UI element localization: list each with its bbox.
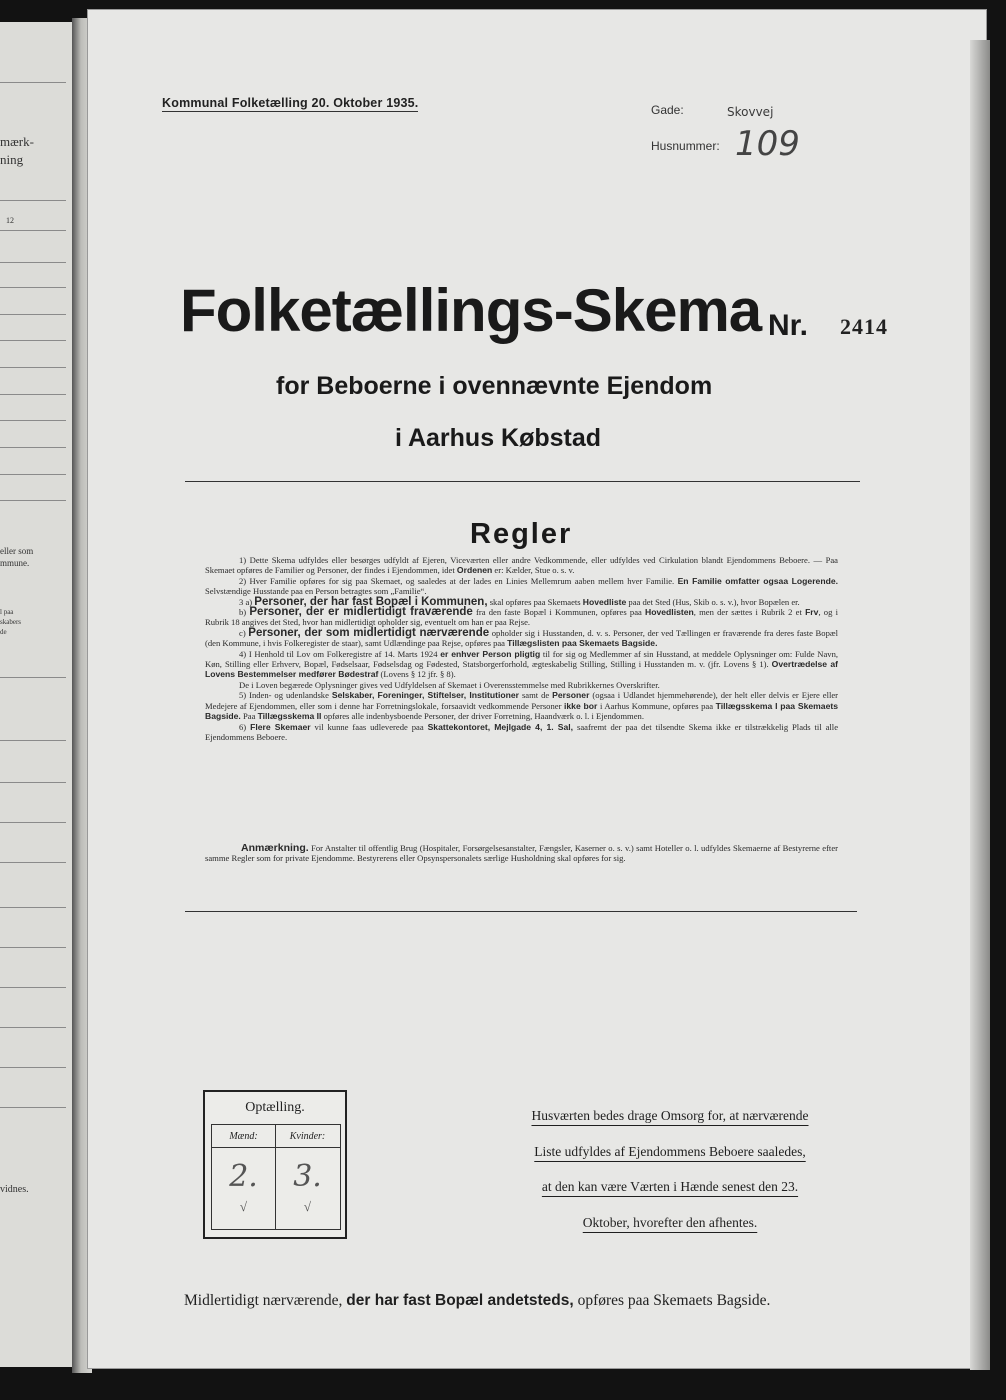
fragment-text: ning — [0, 152, 24, 167]
rule-line — [0, 340, 66, 341]
instruction-line: Liste udfyldes af Ejendommens Beboere saaledes, — [534, 1143, 806, 1159]
remark — [205, 843, 838, 864]
women-column — [276, 1125, 339, 1229]
rule-line — [0, 862, 66, 863]
fragment-text: l paa — [0, 608, 14, 616]
rule-line — [0, 420, 66, 421]
women-checkmark: √ — [303, 1199, 312, 1214]
rule-line — [0, 782, 66, 783]
rule-line — [0, 262, 66, 263]
count-box — [203, 1090, 347, 1239]
rule-line — [0, 287, 66, 288]
count-grid — [211, 1124, 341, 1230]
remark-text: For Anstalter til offentlig Brug (Hospitaler, Forsørgelsesanstalter, Fængsler, Kaserner o. s. v.) samt Hoteller o. l. udfyldes Skemaerne af Bestyrerne efter samme Regler som for private Ejendomme. Bestyrerens eller Opsynspersonalets særlige Husholdning skal opføres for sig. — [205, 843, 838, 864]
divider — [185, 481, 860, 482]
form-number-label: Nr. — [768, 309, 809, 342]
rule-3b: b) Personer, der er midlertidigt fraværende fra den faste Bopæl i Kommunen, opføres paa Hovedlisten, men der sættes i Rubrik 2 et Frv, og i Rubrik 18 angives det Sted, hvor han midlertidigt opholder sig, eventuelt om han er paa Rejse. — [205, 606, 838, 628]
fragment-text: eller som — [0, 546, 34, 556]
rule-3c: c) Personer, der som midlertidigt nærværende opholder sig i Husstanden, d. v. s. Personer, der ved Tællingen er fraværende fra deres faste Bopæl (den Kommune, i hvis Folkeregister de staar), samt Udlændinge paa Rejse, opføres paa Tillægslisten paa Skemaets Bagside. — [205, 626, 838, 649]
previous-page-fragment — [0, 22, 78, 1367]
rule-4b: De i Loven begærede Oplysninger gives ved Udfyldelsen af Skemaet i Overensstemmelse med Rubrikkernes Overskrifter. — [239, 679, 660, 690]
instruction-line: Husværten bedes drage Omsorg for, at nærværende — [531, 1108, 809, 1123]
rule-line — [0, 677, 66, 678]
rule-2: 2) Hver Familie opføres for sig paa Skemaet, og saaledes at der lades en Linies Mellemrum aaben mellem hver Familie. En Familie omfatter ogsaa Logerende. Selvstændige Husstande paa en Person betragtes som „Familie“. — [205, 575, 838, 597]
rule-line — [0, 500, 66, 501]
rule-line — [0, 230, 66, 231]
rule-line — [0, 394, 66, 395]
fragment-text: mærk- — [0, 134, 34, 149]
fragment-text: 12 — [6, 216, 14, 225]
rule-line — [0, 987, 66, 988]
rules-heading: Regler — [470, 518, 573, 550]
rule-line — [0, 1107, 66, 1108]
footer-note: Midlertidigt nærværende, der har fast Bopæl andetsteds, opføres paa Skemaets Bagside. — [184, 1292, 771, 1309]
rule-3a: 3 a) Personer, der har fast Bopæl i Kommunen, skal opføres paa Skemaets Hovedliste paa det Sted (Hus, Skib o. s. v.), hvor Bopælen er. — [239, 595, 800, 608]
fragment-text: skabers — [0, 618, 21, 626]
form-title: Folketællings-Skema — [180, 277, 762, 344]
men-count: 2. — [229, 1159, 258, 1194]
count-title: Optælling. — [245, 1100, 305, 1115]
house-number-value: 109 — [735, 124, 800, 164]
street-label: Gade: — [651, 103, 684, 117]
house-number-label: Husnummer: — [651, 139, 720, 153]
women-label: Kvinder: — [289, 1131, 326, 1142]
rule-line — [0, 822, 66, 823]
landlord-instructions — [505, 1098, 835, 1240]
rule-line — [0, 474, 66, 475]
fragment-text: mmune. — [0, 558, 30, 568]
rule-line — [0, 1067, 66, 1068]
men-label: Mænd: — [229, 1131, 258, 1142]
form-subtitle: for Beboerne i ovennævnte Ejendom — [276, 372, 713, 400]
street-value: Skovvej — [727, 105, 774, 119]
rule-line — [0, 740, 66, 741]
instruction-line: Oktober, hvorefter den afhentes. — [582, 1214, 758, 1230]
rule-line — [0, 200, 66, 201]
page-edge — [970, 40, 990, 1370]
form-subtitle-city: i Aarhus Købstad — [395, 424, 602, 452]
instruction-line: at den kan være Værten i Hænde senest den 23. — [541, 1179, 799, 1194]
women-count: 3. — [293, 1159, 322, 1194]
men-column — [212, 1125, 275, 1229]
rules-body — [205, 555, 838, 742]
rule-5: 5) Inden- og udenlandske Selskaber, Foreninger, Stiftelser, Institutioner samt de Personer (ogsaa i Udlandet hjemmehørende), der helt eller delvis er Ejere eller Medejere af Ejendommen, eller som i denne har Forretningslokale, forsaavidt vedkommende Personer ikke bor i Aarhus Kommune, opføres paa Tillægsskema I paa Skemaets Bagside. Paa Tillægsskema II opføres alle indenbysboende Personer, der driver Forretning, Haandværk o. l. i Ejendommen. — [205, 690, 839, 722]
census-header: Kommunal Folketælling 20. Oktober 1935. — [162, 96, 419, 110]
rule-line — [0, 1027, 66, 1028]
men-checkmark: √ — [239, 1199, 248, 1214]
remark-label: Anmærkning. — [241, 842, 309, 854]
form-number-value: 2414 — [840, 314, 888, 339]
rule-line — [0, 447, 66, 448]
fragment-text: de — [0, 628, 7, 636]
rule-line — [0, 367, 66, 368]
fragment-text: vidnes. — [0, 1184, 29, 1195]
rule-4: 4) I Henhold til Lov om Folkeregistre af 14. Marts 1924 er enhver Person pligtig til for sig og Medlemmer af sin Husstand, at meddele Oplysninger om: Fulde Navn, Køn, Stilling eller Erhverv, Bopæl, Fødselsaar, Fødselsdag og Fødested, Statsborgerforhold, ægteskabelig Stilling, Stilling i Husstanden m. v. (jfr. Lovens § 1). Overtrædelse af Lovens Bestemmelser medfører Bødestraf (Lovens § 12 jfr. § 8). — [205, 648, 839, 680]
rule-line — [0, 947, 66, 948]
divider — [185, 911, 857, 912]
rule-1: 1) Dette Skema udfyldes eller besørges udfyldt af Ejeren, Viceværten eller andre Vedkommende, eller udfyldes ved Cirkulation blandt Ejendommens Beboere. — Paa Skemaet opføres de Familier og Personer, der findes i Ejendommen, idet Ordenen er: Kælder, Stue o. s. v. — [205, 555, 838, 576]
rule-line — [0, 82, 66, 83]
rule-6: 6) Flere Skemaer vil kunne faas udleverede paa Skattekontoret, Mejlgade 4, 1. Sal, saafremt der paa det tilsendte Skema ikke er tilstrækkelig Plads til alle Ejendommens Beboere. — [205, 721, 839, 742]
rule-line — [0, 907, 66, 908]
rule-line — [0, 314, 66, 315]
